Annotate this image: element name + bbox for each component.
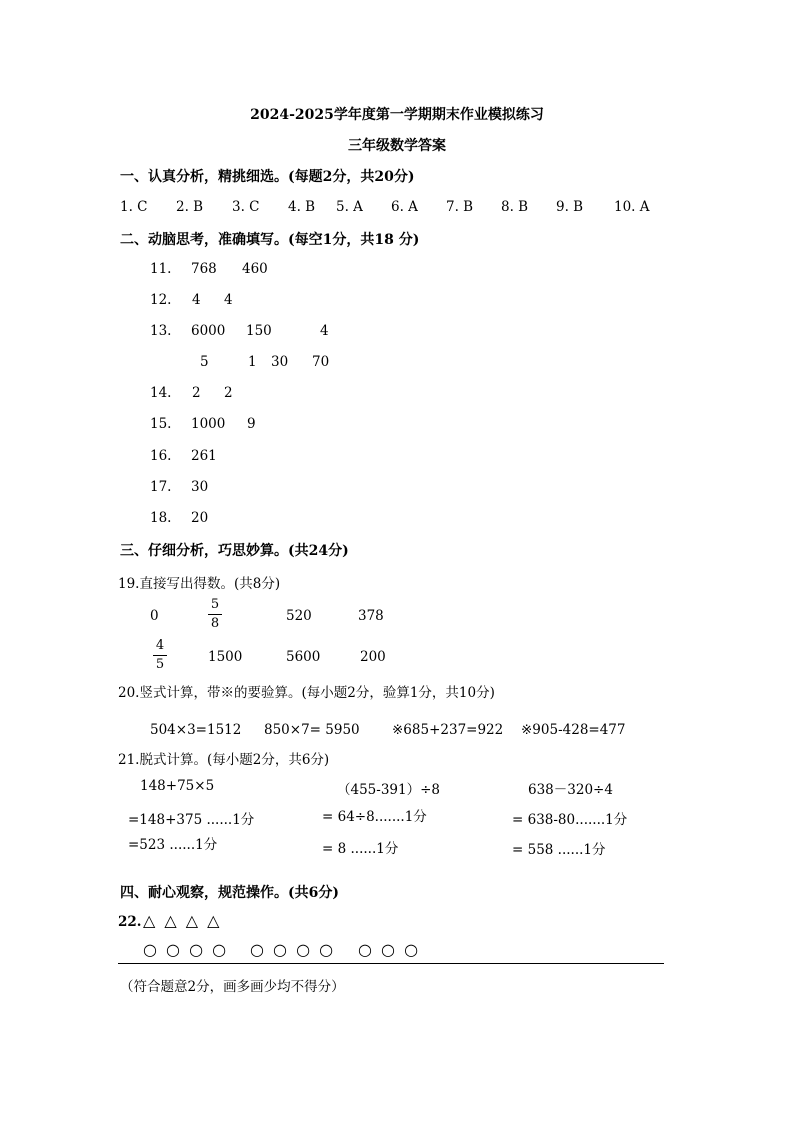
fill-answer: 150 <box>246 323 272 339</box>
fill-answer: 768 <box>191 261 217 277</box>
mc-answer: 5. A <box>336 199 363 215</box>
fill-answer: 5 <box>200 354 209 370</box>
fill-answer: 261 <box>191 448 217 464</box>
scoring-note: （符合题意2分，画多画少均不得分） <box>120 979 345 995</box>
fill-answer: 4 <box>320 323 329 339</box>
q-number: 15. <box>150 416 172 432</box>
vertical-calc-answer: ※905-428=477 <box>521 722 626 738</box>
fraction-bar <box>153 655 167 656</box>
q-number: 16. <box>150 448 172 464</box>
fill-answer: 9 <box>247 416 256 432</box>
fraction-bar <box>208 614 222 615</box>
stepwise-line: = 64÷8.......1分 <box>322 809 427 825</box>
q-number: 11. <box>150 261 172 277</box>
section2-heading: 二、动脑思考，准确填写。(每空1分，共18 分) <box>120 232 420 248</box>
mc-answer: 3. C <box>232 199 260 215</box>
q-number: 12. <box>150 292 172 308</box>
calc-answer: 200 <box>360 649 386 665</box>
q20-label: 20.竖式计算，带※的要验算。(每小题2分，验算1分，共10分) <box>118 685 495 701</box>
q19-label: 19.直接写出得数。(共8分) <box>118 576 281 592</box>
fraction-answer <box>153 639 167 672</box>
fraction-denominator: 8 <box>210 616 220 631</box>
q-number: 22. <box>118 914 142 930</box>
mc-answer: 9. B <box>556 199 584 215</box>
fill-answer: 20 <box>191 510 209 526</box>
fraction-denominator: 5 <box>155 657 165 672</box>
calc-answer: 520 <box>286 608 312 624</box>
q-number: 13. <box>150 323 172 339</box>
circle-group: ○ ○ ○ ○ <box>143 940 229 959</box>
fraction-numerator: 5 <box>210 597 220 612</box>
document-subtitle: 三年级数学答案 <box>348 138 446 154</box>
fill-answer: 30 <box>271 354 289 370</box>
fill-answer: 4 <box>224 292 233 308</box>
fill-answer: 1000 <box>191 416 226 432</box>
mc-answer: 10. A <box>614 199 650 215</box>
fill-answer: 1 <box>248 354 257 370</box>
fill-answer: 4 <box>192 292 201 308</box>
stepwise-line: （455-391）÷8 <box>337 782 440 798</box>
circle-group: ○ ○ ○ <box>358 940 421 959</box>
stepwise-line: =523 ......1分 <box>128 837 218 853</box>
q21-label: 21.脱式计算。(每小题2分，共6分) <box>118 752 330 768</box>
q-number: 14. <box>150 385 172 401</box>
calc-answer: 378 <box>358 608 384 624</box>
stepwise-line: = 558 ......1分 <box>512 842 606 858</box>
calc-answer: 1500 <box>208 649 243 665</box>
stepwise-line: 148+75×5 <box>140 778 215 794</box>
mc-answer: 6. A <box>391 199 418 215</box>
fill-answer: 30 <box>191 479 209 495</box>
section4-heading: 四、耐心观察，规范操作。(共6分) <box>120 885 339 901</box>
vertical-calc-answer: ※685+237=922 <box>392 722 504 738</box>
mc-answer: 7. B <box>446 199 474 215</box>
mc-answer: 4. B <box>288 199 316 215</box>
triangle-shapes: △ △ △ △ <box>143 911 222 930</box>
q-number: 17. <box>150 479 172 495</box>
mc-answer: 2. B <box>176 199 204 215</box>
fill-answer: 460 <box>242 261 268 277</box>
stepwise-line: = 638-80.......1分 <box>512 812 628 828</box>
fraction-answer <box>208 598 222 631</box>
document-title: 2024-2025学年度第一学期期末作业模拟练习 <box>250 107 544 123</box>
q-number: 18. <box>150 510 172 526</box>
section1-heading: 一、认真分析，精挑细选。(每题2分，共20分) <box>120 169 415 185</box>
baseline-rule <box>118 963 664 964</box>
vertical-calc-answer: 504×3=1512 <box>150 722 242 738</box>
circle-group: ○ ○ ○ ○ <box>250 940 336 959</box>
stepwise-line: 638－320÷4 <box>528 782 613 798</box>
fill-answer: 2 <box>224 385 233 401</box>
mc-answer: 8. B <box>501 199 529 215</box>
vertical-calc-answer: 850×7= 5950 <box>264 722 360 738</box>
mc-answer: 1. C <box>120 199 148 215</box>
section3-heading: 三、仔细分析，巧思妙算。(共24分) <box>120 543 349 559</box>
stepwise-line: =148+375 ......1分 <box>128 812 255 828</box>
calc-answer: 0 <box>150 608 159 624</box>
stepwise-line: = 8 ......1分 <box>322 841 399 857</box>
fill-answer: 70 <box>312 354 330 370</box>
fill-answer: 2 <box>192 385 201 401</box>
fill-answer: 6000 <box>191 323 226 339</box>
fraction-numerator: 4 <box>155 638 165 653</box>
calc-answer: 5600 <box>286 649 321 665</box>
